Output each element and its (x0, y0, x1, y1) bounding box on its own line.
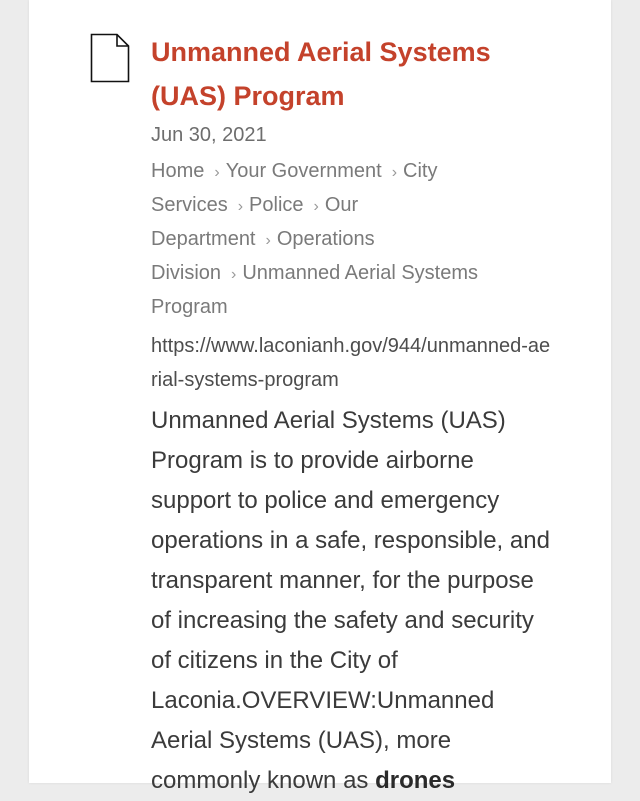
result-date: Jun 30, 2021 (151, 124, 267, 146)
breadcrumb-police[interactable]: Police (249, 194, 304, 216)
breadcrumb-your-government[interactable]: Your Government (225, 160, 382, 182)
breadcrumb-unmanned-aerial-systems-program[interactable]: Unmanned Aerial Systems Program (151, 262, 479, 318)
breadcrumb-home[interactable]: Home (151, 160, 205, 182)
chevron-right-icon: › (265, 232, 271, 249)
chevron-right-icon: › (231, 266, 237, 283)
result-snippet (151, 401, 556, 801)
result-title-link[interactable]: Unmanned Aerial Systems (UAS) Program (151, 37, 491, 111)
breadcrumb-operations-division[interactable]: Operations Division (151, 228, 375, 284)
snippet-text: Unmanned Aerial Systems (UAS) Program is to provide airborne support to police and emergency operations in a safe, responsible, and transparent manner, for the purpose of increasing the safety and security of citizens in the City of Laconia.OVERVIEW:Unmanned Aerial Systems (UAS), more commonly known as (151, 407, 550, 794)
chevron-right-icon: › (214, 164, 220, 181)
search-result (151, 30, 561, 801)
document-icon (90, 33, 130, 83)
breadcrumb (151, 155, 531, 323)
snippet-highlight: drones (375, 767, 456, 794)
chevron-right-icon: › (237, 198, 244, 215)
breadcrumb-city-services[interactable]: City Services (151, 160, 438, 216)
chevron-right-icon: › (313, 198, 319, 215)
result-url: https://www.laconianh.gov/944/unmanned-aerial-systems-program (151, 335, 551, 391)
breadcrumb-our-department[interactable]: Our Department (151, 194, 359, 250)
chevron-right-icon: › (391, 164, 398, 181)
